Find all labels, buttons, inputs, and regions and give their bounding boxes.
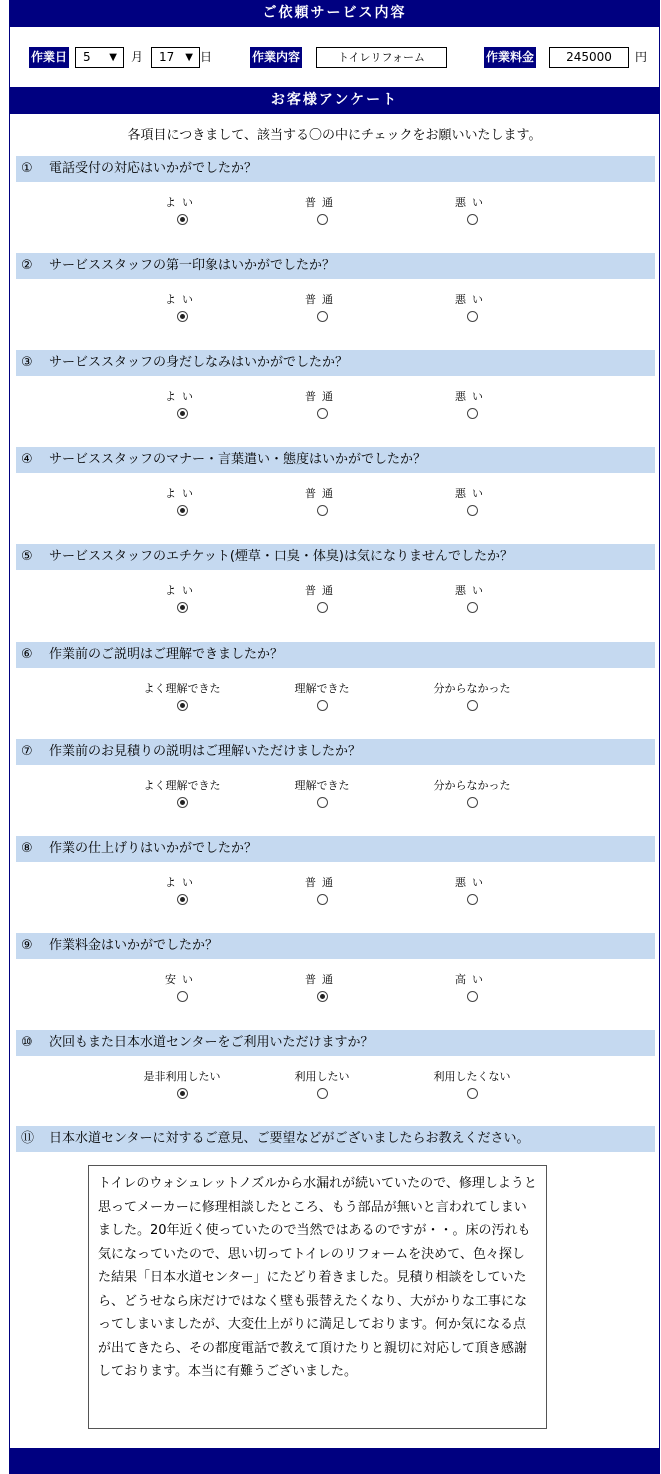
option-label: 悪い	[455, 876, 489, 889]
question-number: ⑥	[21, 647, 33, 662]
option-label: よく理解できた	[143, 779, 221, 792]
option-label: 普通	[305, 196, 339, 209]
radio-button[interactable]	[177, 505, 188, 516]
question-number: ⑧	[21, 841, 33, 856]
option-label: 普通	[305, 973, 339, 986]
question-text: 作業料金はいかがでしたか？	[49, 938, 219, 953]
option-8-3[interactable]	[412, 875, 532, 909]
option-label: 是非利用したい	[143, 1070, 221, 1083]
radio-button[interactable]	[467, 1088, 478, 1099]
radio-button[interactable]	[317, 797, 328, 808]
option-label: 分からなかった	[433, 682, 511, 695]
radio-button[interactable]	[467, 991, 478, 1002]
option-3-2[interactable]	[262, 389, 382, 423]
option-3-3[interactable]	[412, 389, 532, 423]
option-label: 普通	[305, 584, 339, 597]
month-unit: 月	[131, 50, 144, 64]
question-text: 作業の仕上げりはいかがでしたか？	[49, 841, 258, 856]
radio-button[interactable]	[317, 505, 328, 516]
radio-button[interactable]	[177, 797, 188, 808]
question-text: 日本水道センターに対するご意見、ご要望などがございましたらお教えください。	[49, 1131, 530, 1146]
option-3-1[interactable]	[122, 389, 242, 423]
option-5-1[interactable]	[122, 583, 242, 617]
day-value: 17	[159, 50, 175, 64]
dropdown-arrow-icon: ▼	[185, 52, 193, 63]
question-5	[16, 544, 655, 570]
option-8-2[interactable]	[262, 875, 382, 909]
option-6-3[interactable]	[412, 681, 532, 715]
day-select[interactable]	[151, 47, 200, 68]
option-label: よい	[165, 390, 199, 403]
option-7-1[interactable]	[122, 778, 242, 812]
work-fee-field[interactable]: 245000	[549, 47, 629, 68]
work-fee-label: 作業料金	[484, 47, 536, 68]
option-6-1[interactable]	[122, 681, 242, 715]
service-header: ご依頼サービス内容	[9, 0, 660, 27]
option-7-3[interactable]	[412, 778, 532, 812]
option-label: 悪い	[455, 487, 489, 500]
option-10-2[interactable]	[262, 1069, 382, 1103]
month-select[interactable]	[75, 47, 124, 68]
option-label: よい	[165, 487, 199, 500]
day-unit: 日	[200, 50, 213, 64]
question-1	[16, 156, 655, 182]
month-value: 5	[83, 50, 91, 64]
radio-button[interactable]	[317, 214, 328, 225]
option-label: 悪い	[455, 584, 489, 597]
radio-button[interactable]	[317, 700, 328, 711]
work-content-label: 作業内容	[250, 47, 302, 68]
question-10	[16, 1030, 655, 1056]
radio-button[interactable]	[467, 894, 478, 905]
option-label: 悪い	[455, 293, 489, 306]
option-5-3[interactable]	[412, 583, 532, 617]
option-2-2[interactable]	[262, 292, 382, 326]
option-label: 悪い	[455, 390, 489, 403]
dropdown-arrow-icon: ▼	[109, 52, 117, 63]
radio-button[interactable]	[177, 700, 188, 711]
radio-button[interactable]	[467, 505, 478, 516]
option-7-2[interactable]	[262, 778, 382, 812]
option-1-2[interactable]	[262, 195, 382, 229]
option-6-2[interactable]	[262, 681, 382, 715]
radio-button[interactable]	[317, 894, 328, 905]
question-number: ⑤	[21, 549, 33, 564]
option-label: 分からなかった	[433, 779, 511, 792]
option-4-2[interactable]	[262, 486, 382, 520]
footer-bar	[9, 1448, 660, 1474]
fee-unit: 円	[635, 50, 648, 64]
radio-button[interactable]	[177, 894, 188, 905]
question-text: 次回もまた日本水道センターをご利用いただけますか？	[49, 1035, 374, 1050]
radio-button[interactable]	[177, 214, 188, 225]
option-label: よい	[165, 196, 199, 209]
question-9	[16, 933, 655, 959]
question-number: ②	[21, 258, 33, 273]
option-4-1[interactable]	[122, 486, 242, 520]
option-label: 理解できた	[294, 682, 350, 695]
radio-button[interactable]	[467, 700, 478, 711]
comment-question	[16, 1126, 655, 1152]
option-9-2[interactable]	[262, 972, 382, 1006]
radio-button[interactable]	[467, 602, 478, 613]
radio-button[interactable]	[317, 991, 328, 1002]
option-label: 高い	[455, 973, 489, 986]
option-label: 理解できた	[294, 779, 350, 792]
option-label: よい	[165, 876, 199, 889]
work-content-field[interactable]: トイレリフォーム	[316, 47, 447, 68]
radio-button[interactable]	[177, 991, 188, 1002]
option-label: よく理解できた	[143, 682, 221, 695]
option-label: よい	[165, 293, 199, 306]
radio-button[interactable]	[467, 214, 478, 225]
work-date-label: 作業日	[29, 47, 69, 68]
radio-button[interactable]	[317, 311, 328, 322]
question-number: ④	[21, 452, 33, 467]
comment-textarea[interactable]: トイレのウォシュレットノズルから水漏れが続いていたので、修理しようと思ってメーカーに修理相談したところ、もう部品が無いと言われてしまいました。20年近く使っていたので当然ではあるのですが・・。床の汚れも気になっていたので、思い切ってトイレのリフォームを決めて、色々探した結果「日本水道センター」にたどり着きました。見積り相談をしていたら、どうせなら床だけではなく壁も張替えたくなり、大がかりな工事になってしまいましたが、大変仕上がりに満足しております。何か気になる点が出てきたら、その都度電話で教えて頂けたりと親切に対応して頂き感謝しております。本当に有難うございました。	[88, 1165, 547, 1429]
option-5-2[interactable]	[262, 583, 382, 617]
radio-button[interactable]	[317, 1088, 328, 1099]
question-4	[16, 447, 655, 473]
option-label: 悪い	[455, 196, 489, 209]
question-number: ⑦	[21, 744, 33, 759]
question-text: サービススタッフのエチケット(煙草・口臭・体臭)は気になりませんでしたか？	[49, 549, 513, 564]
question-8	[16, 836, 655, 862]
radio-button[interactable]	[177, 1088, 188, 1099]
question-text: サービススタッフの身だしなみはいかがでしたか？	[49, 355, 349, 370]
option-1-3[interactable]	[412, 195, 532, 229]
option-8-1[interactable]	[122, 875, 242, 909]
option-label: よい	[165, 584, 199, 597]
option-2-1[interactable]	[122, 292, 242, 326]
question-text: 作業前のご説明はご理解できましたか？	[49, 647, 284, 662]
question-3	[16, 350, 655, 376]
option-10-1[interactable]	[122, 1069, 242, 1103]
option-2-3[interactable]	[412, 292, 532, 326]
question-text: サービススタッフのマナー・言葉遣い・態度はいかがでしたか？	[49, 452, 427, 467]
option-label: 普通	[305, 876, 339, 889]
option-label: 普通	[305, 293, 339, 306]
question-text: サービススタッフの第一印象はいかがでしたか？	[49, 258, 336, 273]
option-9-1[interactable]	[122, 972, 242, 1006]
option-10-3[interactable]	[412, 1069, 532, 1103]
option-label: 普通	[305, 487, 339, 500]
radio-button[interactable]	[177, 408, 188, 419]
radio-button[interactable]	[177, 602, 188, 613]
question-2	[16, 253, 655, 279]
radio-button[interactable]	[317, 408, 328, 419]
survey-intro: 各項目につきまして、該当する〇の中にチェックをお願いいたします。	[127, 128, 542, 143]
option-label: 利用したくない	[433, 1070, 511, 1083]
option-9-3[interactable]	[412, 972, 532, 1006]
option-label: 安い	[165, 973, 199, 986]
question-number: ⑩	[21, 1035, 33, 1050]
question-number: ⑨	[21, 938, 33, 953]
question-number: ①	[21, 161, 33, 176]
question-text: 電話受付の対応はいかがでしたか？	[49, 161, 258, 176]
radio-button[interactable]	[177, 311, 188, 322]
question-number: ③	[21, 355, 33, 370]
question-7	[16, 739, 655, 765]
radio-button[interactable]	[467, 311, 478, 322]
question-text: 作業前のお見積りの説明はご理解いただけましたか？	[49, 744, 362, 759]
radio-button[interactable]	[467, 797, 478, 808]
survey-header: お客様アンケート	[9, 87, 660, 114]
option-label: 利用したい	[294, 1070, 350, 1083]
question-6	[16, 642, 655, 668]
radio-button[interactable]	[317, 602, 328, 613]
option-4-3[interactable]	[412, 486, 532, 520]
option-label: 普通	[305, 390, 339, 403]
question-number: ⑪	[21, 1131, 35, 1146]
option-1-1[interactable]	[122, 195, 242, 229]
radio-button[interactable]	[467, 408, 478, 419]
